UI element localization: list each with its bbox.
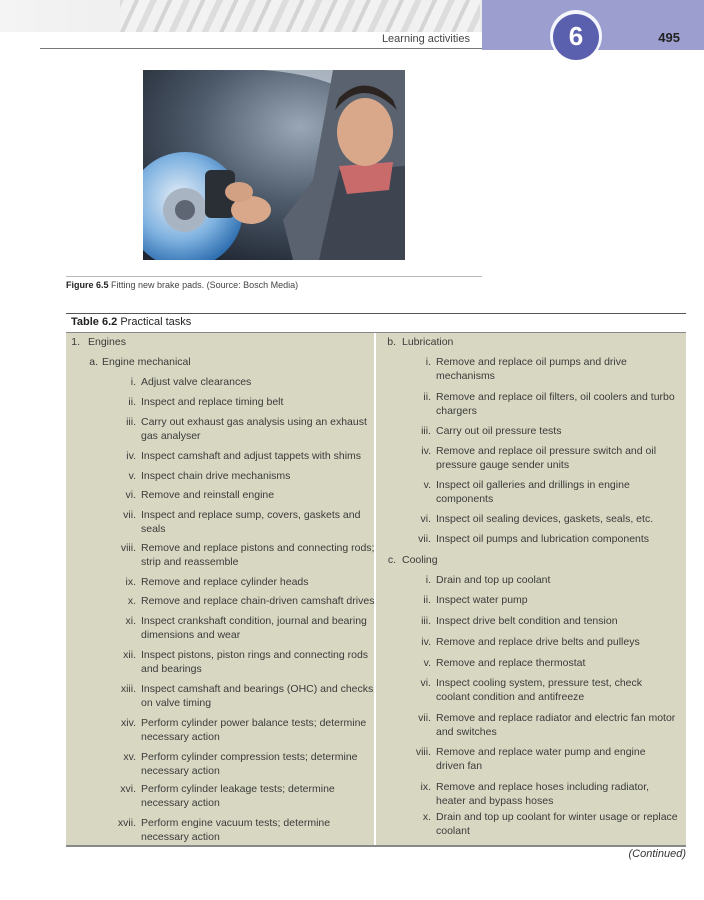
task-text-line: Remove and replace pistons and connecting rods; <box>141 542 375 554</box>
practical-tasks-table <box>66 332 686 847</box>
task-number: iv. <box>421 445 431 457</box>
task-text-line: and switches <box>436 725 497 738</box>
task-number: xv. <box>123 751 136 763</box>
task-text-line: Remove and reinstall engine <box>141 489 275 501</box>
task-number: a. <box>89 356 98 368</box>
figure-photo-brake-pads <box>143 70 405 260</box>
task-number: i. <box>130 376 136 388</box>
task-text-line: Remove and replace water pump and engine <box>436 746 646 758</box>
task-text-line: heater and bypass hoses <box>436 794 554 807</box>
task-number: i. <box>425 574 431 586</box>
task-text-line: necessary action <box>141 796 220 809</box>
task-number: xii. <box>123 649 136 661</box>
task-text-line: Perform cylinder compression tests; determine <box>141 751 358 763</box>
task-text-line: Inspect camshaft and bearings (OHC) and checks <box>141 683 374 695</box>
task-number: iii. <box>421 615 431 627</box>
figure-rule <box>66 276 482 277</box>
task-number: i. <box>425 356 431 368</box>
task-text-line: Engines <box>88 336 126 348</box>
continued-note: (Continued) <box>628 848 686 860</box>
task-number: xiv. <box>121 717 136 729</box>
task-number: b. <box>387 336 396 348</box>
task-number: vii. <box>418 712 431 724</box>
task-text-line: Remove and replace oil pumps and drive <box>436 356 627 368</box>
task-text-line: Remove and replace thermostat <box>436 657 586 669</box>
task-text-line: Inspect oil pumps and lubrication components <box>436 533 650 545</box>
task-number: viii. <box>120 542 136 554</box>
task-number: 1. <box>71 336 80 348</box>
task-text-line: Inspect oil galleries and drillings in engine <box>436 479 630 491</box>
task-text-line: necessary action <box>141 830 220 843</box>
task-text-line: Cooling <box>402 554 438 566</box>
task-text-line: seals <box>141 522 166 535</box>
task-text-line: Engine mechanical <box>102 356 191 368</box>
task-text-line: and bearings <box>141 662 202 675</box>
task-text-line: coolant condition and antifreeze <box>436 690 585 703</box>
task-text-line: Adjust valve clearances <box>141 376 252 388</box>
task-number: ix. <box>125 576 136 588</box>
task-number: v. <box>423 479 431 491</box>
task-text-line: Inspect and replace timing belt <box>141 396 284 408</box>
task-text-line: coolant <box>436 824 470 837</box>
task-text-line: Perform engine vacuum tests; determine <box>141 817 331 829</box>
task-text-line: Remove and replace oil pressure switch and oil <box>436 445 657 457</box>
header-rule <box>40 48 482 49</box>
task-text-line: Inspect cooling system, pressure test, check <box>436 677 643 689</box>
task-number: x. <box>127 595 136 607</box>
section-title: Learning activities <box>381 33 470 45</box>
task-number: viii. <box>415 746 431 758</box>
chapter-number-badge: 6 <box>553 14 599 60</box>
task-text-line: Carry out exhaust gas analysis using an exhaust <box>141 416 367 428</box>
task-text-line: Inspect water pump <box>436 594 528 606</box>
task-number: xiii. <box>120 683 136 695</box>
task-text-line: Carry out oil pressure tests <box>436 425 562 437</box>
task-number: ii. <box>423 391 431 403</box>
task-number: vii. <box>123 509 136 521</box>
column-divider <box>374 333 376 845</box>
task-text-line: pressure gauge sender units <box>436 458 570 471</box>
task-text-line: gas analyser <box>141 429 201 442</box>
task-number: iv. <box>421 636 431 648</box>
task-number: xvi. <box>120 783 136 795</box>
task-text-line: mechanisms <box>436 369 495 382</box>
table-label: Table 6.2 <box>71 316 118 328</box>
task-number: v. <box>128 470 136 482</box>
table-top-rule <box>66 313 686 314</box>
task-text-line: Remove and replace oil filters, oil coolers and turbo <box>436 391 675 403</box>
task-text-line: Inspect pistons, piston rings and connecting rods <box>141 649 369 661</box>
task-number: xvii. <box>117 817 136 829</box>
task-text-line: Inspect chain drive mechanisms <box>141 470 291 482</box>
task-text-line: dimensions and wear <box>141 628 241 641</box>
task-text-line: Remove and replace drive belts and pulleys <box>436 636 640 648</box>
task-number: iii. <box>421 425 431 437</box>
task-number: vii. <box>418 533 431 545</box>
table-caption <box>71 316 191 328</box>
page-number: 495 <box>658 30 680 45</box>
brake-pad-photo-illustration <box>143 70 405 260</box>
task-number: iv. <box>126 450 136 462</box>
task-text-line: Inspect drive belt condition and tension <box>436 615 618 627</box>
task-text-line: Remove and replace chain-driven camshaft drives <box>141 595 375 607</box>
task-text-line: Remove and replace cylinder heads <box>141 576 309 588</box>
task-text-line: on valve timing <box>141 696 212 709</box>
task-text-line: Inspect crankshaft condition, journal and bearing <box>141 615 367 627</box>
task-number: vi. <box>420 513 431 525</box>
task-number: vi. <box>125 489 136 501</box>
task-text-line: Perform cylinder leakage tests; determine <box>141 783 335 795</box>
task-text-line: necessary action <box>141 730 220 743</box>
task-number: v. <box>423 657 431 669</box>
task-number: c. <box>387 554 396 566</box>
task-text-line: Drain and top up coolant <box>436 574 551 586</box>
task-text-line: Perform cylinder power balance tests; determine <box>141 717 367 729</box>
task-text-line: Lubrication <box>402 336 454 348</box>
table-title: Practical tasks <box>120 316 192 328</box>
task-text-line: strip and reassemble <box>141 555 239 568</box>
task-text-line: components <box>436 492 494 505</box>
task-text-line: Inspect and replace sump, covers, gaskets and <box>141 509 361 521</box>
figure-label: Figure 6.5 <box>66 280 109 290</box>
task-text-line: necessary action <box>141 764 220 777</box>
figure-caption-text: Fitting new brake pads. (Source: Bosch Media) <box>111 280 299 290</box>
task-text-line: chargers <box>436 404 477 417</box>
task-number: ii. <box>423 594 431 606</box>
figure-caption <box>66 280 298 290</box>
task-number: x. <box>422 811 431 823</box>
task-number: iii. <box>126 416 136 428</box>
task-number: xi. <box>125 615 136 627</box>
task-text-line: Inspect camshaft and adjust tappets with shims <box>141 450 362 462</box>
task-number: ii. <box>128 396 136 408</box>
task-text-line: Remove and replace radiator and electric fan motor <box>436 712 676 724</box>
task-text-line: driven fan <box>436 759 483 772</box>
task-number: ix. <box>420 781 431 793</box>
task-text-line: Drain and top up coolant for winter usage or replace <box>436 811 678 823</box>
task-text-line: Remove and replace hoses including radiator, <box>436 781 650 793</box>
task-text-line: Inspect oil sealing devices, gaskets, seals, etc. <box>436 513 654 525</box>
task-number: vi. <box>420 677 431 689</box>
